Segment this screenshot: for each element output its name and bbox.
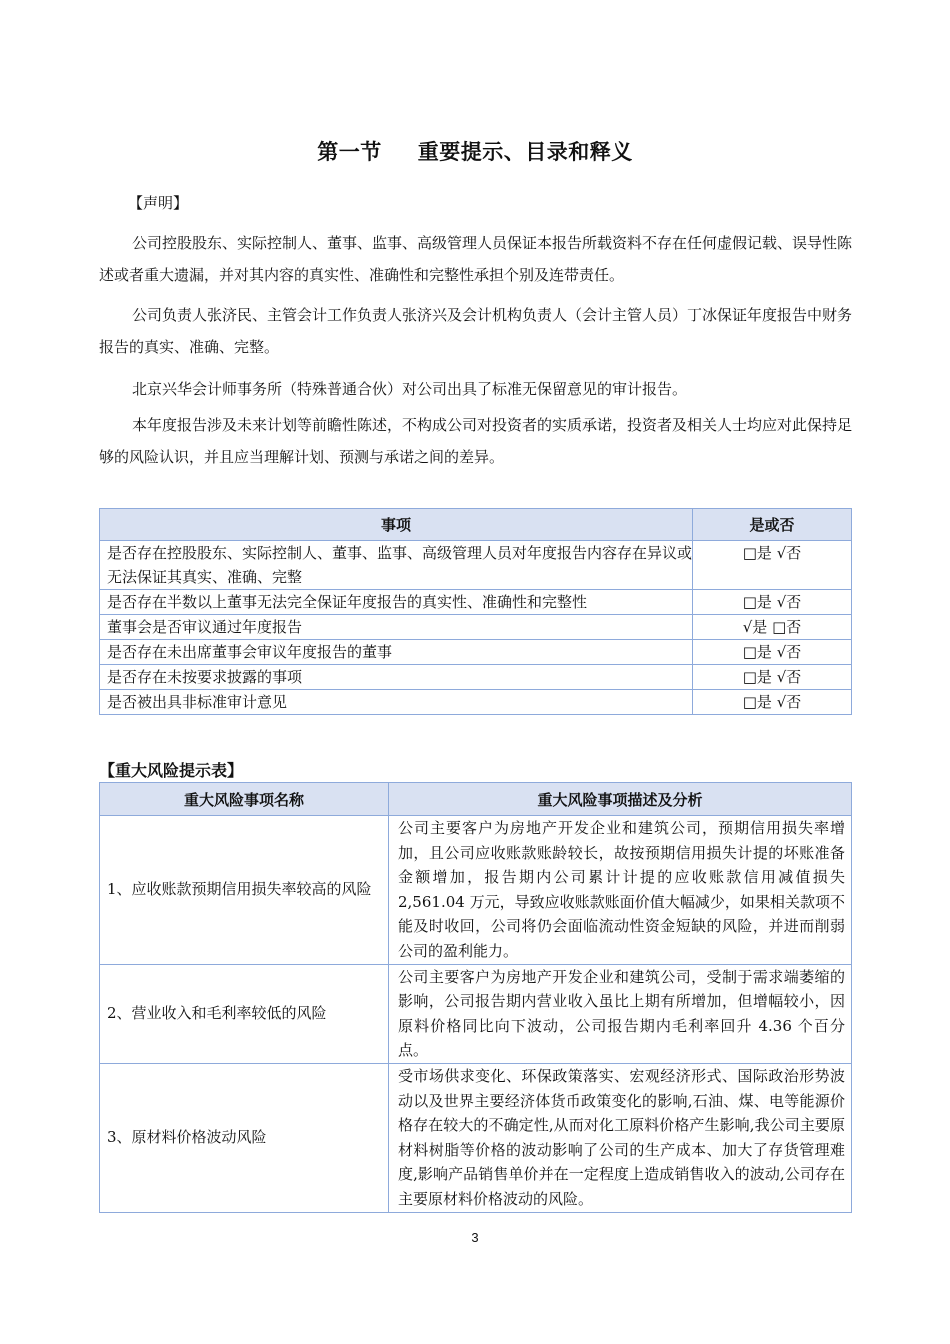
declaration-paragraph: 本年度报告涉及未来计划等前瞻性陈述，不构成公司对投资者的实质承诺，投资者及相关人士均应对此保持足够的风险认识，并且应当理解计划、预测与承诺之间的差异。 bbox=[99, 416, 853, 466]
risk-description: 公司主要客户为房地产开发企业和建筑公司，预期信用损失率增加，且公司应收账款账龄较长，故按预期信用损失计提的坏账准备金额增加，报告期内公司累计计提的应收账款信用减值损失 2,561.04 万元，导致应收账款账面价值大幅减少，如果相关款项不能及时收回，公司将仍会面临流动性资金短缺的风险，并进而削弱公司的盈利能力。 bbox=[389, 816, 852, 965]
risk-name: 2、营业收入和毛利率较低的风险 bbox=[100, 964, 389, 1063]
declaration-paragraph: 公司负责人张济民、主管会计工作负责人张济兴及会计机构负责人（会计主管人员）丁冰保证年度报告中财务报告的真实、准确、完整。 bbox=[99, 306, 853, 356]
matter-answer: □是 √否 bbox=[693, 541, 852, 590]
declaration-paragraph: 公司控股股东、实际控制人、董事、监事、高级管理人员保证本报告所载资料不存在任何虚假记载、误导性陈述或者重大遗漏，并对其内容的真实性、准确性和完整性承担个别及连带责任。 bbox=[99, 234, 853, 284]
page-number: 3 bbox=[471, 1230, 479, 1245]
matter-item: 是否存在半数以上董事无法完全保证年度报告的真实性、准确性和完整性 bbox=[100, 590, 693, 615]
table-row bbox=[100, 615, 852, 640]
table-row bbox=[100, 816, 852, 965]
matter-item: 是否存在未出席董事会审议年度报告的董事 bbox=[100, 640, 693, 665]
table-row bbox=[100, 964, 852, 1063]
section-title: 重要提示、目录和释义 bbox=[417, 140, 633, 164]
table-row bbox=[100, 541, 852, 590]
risk-table-heading: 【重大风险提示表】 bbox=[99, 761, 244, 780]
table-row bbox=[100, 665, 852, 690]
matter-answer: √是 □否 bbox=[693, 615, 852, 640]
matter-item: 是否被出具非标准审计意见 bbox=[100, 690, 693, 715]
declaration-heading: 【声明】 bbox=[128, 194, 189, 212]
declaration-paragraph: 北京兴华会计师事务所（特殊普通合伙）对公司出具了标准无保留意见的审计报告。 bbox=[132, 380, 688, 398]
matter-answer: □是 √否 bbox=[693, 665, 852, 690]
column-header-risk-description: 重大风险事项描述及分析 bbox=[389, 783, 852, 816]
matter-item: 董事会是否审议通过年度报告 bbox=[100, 615, 693, 640]
column-header-risk-name: 重大风险事项名称 bbox=[100, 783, 389, 816]
matter-answer: □是 √否 bbox=[693, 640, 852, 665]
risk-table bbox=[99, 782, 852, 1213]
table-row bbox=[100, 690, 852, 715]
matter-answer: □是 √否 bbox=[693, 690, 852, 715]
table-row bbox=[100, 590, 852, 615]
column-header-item: 事项 bbox=[100, 509, 693, 541]
table-row bbox=[100, 640, 852, 665]
matter-answer: □是 √否 bbox=[693, 590, 852, 615]
matter-item: 是否存在控股股东、实际控制人、董事、监事、高级管理人员对年度报告内容存在异议或无法保证其真实、准确、完整 bbox=[100, 541, 693, 590]
risk-description: 公司主要客户为房地产开发企业和建筑公司，受制于需求端萎缩的影响，公司报告期内营业收入虽比上期有所增加，但增幅较小，因原料价格同比向下波动，公司报告期内毛利率回升 4.36 个百分点。 bbox=[389, 964, 852, 1063]
page-title bbox=[0, 136, 950, 166]
risk-description: 受市场供求变化、环保政策落实、宏观经济形式、国际政治形势波动以及世界主要经济体货币政策变化的影响,石油、煤、电等能源价格存在较大的不确定性,从而对化工原料价格产生影响,我公司主要原材料树脂等价格的波动影响了公司的生产成本、加大了存货管理难度,影响产品销售单价并在一定程度上造成销售收入的波动,公司存在主要原材料价格波动的风险。 bbox=[389, 1063, 852, 1212]
matter-item: 是否存在未按要求披露的事项 bbox=[100, 665, 693, 690]
matters-table bbox=[99, 508, 852, 715]
table-row bbox=[100, 1063, 852, 1212]
table-header-row bbox=[100, 509, 852, 541]
section-label: 第一节 bbox=[317, 140, 382, 164]
column-header-answer: 是或否 bbox=[693, 509, 852, 541]
table-header-row bbox=[100, 783, 852, 816]
risk-name: 1、应收账款预期信用损失率较高的风险 bbox=[100, 816, 389, 965]
risk-name: 3、原材料价格波动风险 bbox=[100, 1063, 389, 1212]
